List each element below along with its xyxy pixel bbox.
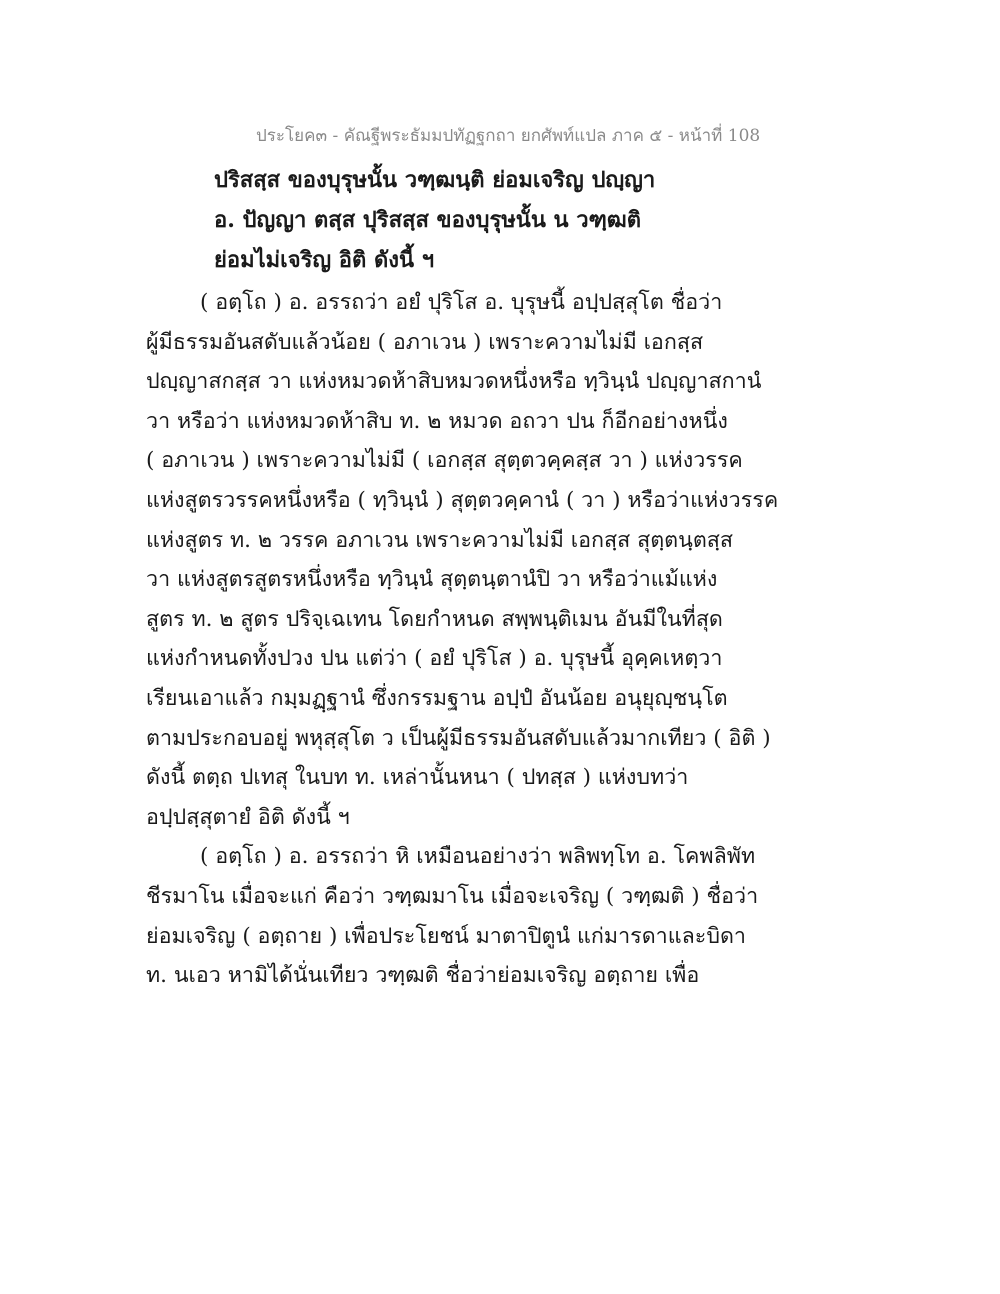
paragraph-2-line: ชีรมาโน เมื่อจะแก่ คือว่า วฑฺฒมาโน เมื่อจะเจริญ ( วฑฺฒติ ) ชื่อว่า [146, 883, 759, 909]
running-header: ประโยค๓ - คัณฐีพระธัมมปทัฏฐกถา ยกศัพท์แปล ภาค ๕ - หน้าที่ 108 [256, 126, 761, 146]
paragraph-2-line: ท. นเอว หามิได้นั่นเทียว วฑฺฒติ ชื่อว่าย่อมเจริญ อตฺถาย เพื่อ [146, 963, 700, 989]
paragraph-1-line: ( อตฺโถ ) อ. อรรถว่า อยํ ปุริโส อ. บุรุษนี้ อปฺปสฺสุโต ชื่อว่า [200, 290, 723, 315]
bold-verse-block [214, 160, 754, 280]
paragraph-1-line: อปฺปสฺสุตายํ อิติ ดังนี้ ฯ [146, 804, 350, 830]
paragraph-1-line: วา หรือว่า แห่งหมวดห้าสิบ ท. ๒ หมวด อถวา ปน ก็อีกอย่างหนึ่ง [146, 408, 728, 434]
paragraph-1-line: แห่งกำหนดทั้งปวง ปน แต่ว่า ( อยํ ปุริโส ) อ. บุรุษนี้ อุคฺคเหตฺวา [146, 646, 723, 672]
paragraph-1-line: ผู้มีธรรมอันสดับแล้วน้อย ( อภาเวน ) เพราะความไม่มี เอกสฺส [146, 329, 704, 355]
paragraph-2-line: ( อตฺโถ ) อ. อรรถว่า หิ เหมือนอย่างว่า พลิพทฺโท อ. โคพลิพัท [200, 844, 756, 870]
bold-line: ปริสสฺส ของบุรุษนั้น วฑฺฒนฺติ ย่อมเจริญ ปญฺญา [214, 167, 656, 193]
bold-line: ย่อมไม่เจริญ อิติ ดังนี้ ฯ [214, 247, 435, 273]
paragraph-1-line: ปญฺญาสกสฺส วา แห่งหมวดห้าสิบหมวดหนึ่งหรือ ทฺวินฺนํ ปญฺญาสกานํ [146, 369, 762, 395]
paragraph-1-line: วา แห่งสูตรสูตรหนึ่งหรือ ทฺวินฺนํ สุตฺตนฺตานํปิ วา หรือว่าแม้แห่ง [146, 567, 718, 593]
paragraph-1-line: ( อภาเวน ) เพราะความไม่มี ( เอกสฺส สุตฺตวคฺคสฺส วา ) แห่งวรรค [146, 448, 743, 474]
paragraph-2-line: ย่อมเจริญ ( อตฺถาย ) เพื่อประโยชน์ มาตาปิตูนํ แก่มารดาและบิดา [146, 923, 747, 949]
paragraph-1-line: แห่งสูตรวรรคหนึ่งหรือ ( ทฺวินฺนํ ) สุตฺตวคฺคานํ ( วา ) หรือว่าแห่งวรรค [146, 487, 779, 513]
paragraph-1-line: ตามประกอบอยู่ พหุสฺสุโต ว เป็นผู้มีธรรมอันสดับแล้วมากเทียว ( อิติ ) [146, 725, 771, 751]
body-text [146, 283, 779, 996]
bold-line: อ. ปัญญา ตสฺส ปุริสสฺส ของบุรุษนั้น น วฑฺฒติ [214, 207, 642, 233]
paragraph-1-line: เรียนเอาแล้ว กมฺมฏฺฐานํ ซึ่งกรรมฐาน อปฺปํ อันน้อย อนุยุญฺชนฺโต [146, 685, 728, 711]
paragraph-1-line: สูตร ท. ๒ สูตร ปริจฺเฉเทน โดยกำหนด สพฺพนฺติเมน อันมีในที่สุด [146, 606, 723, 632]
paragraph-1-line: แห่งสูตร ท. ๒ วรรค อภาเวน เพราะความไม่มี เอกสฺส สุตฺตนฺตสฺส [146, 527, 734, 553]
paragraph-1-line: ดังนี้ ตตฺถ ปเทสุ ในบท ท. เหล่านั้นหนา ( ปทสฺส ) แห่งบทว่า [146, 765, 689, 791]
